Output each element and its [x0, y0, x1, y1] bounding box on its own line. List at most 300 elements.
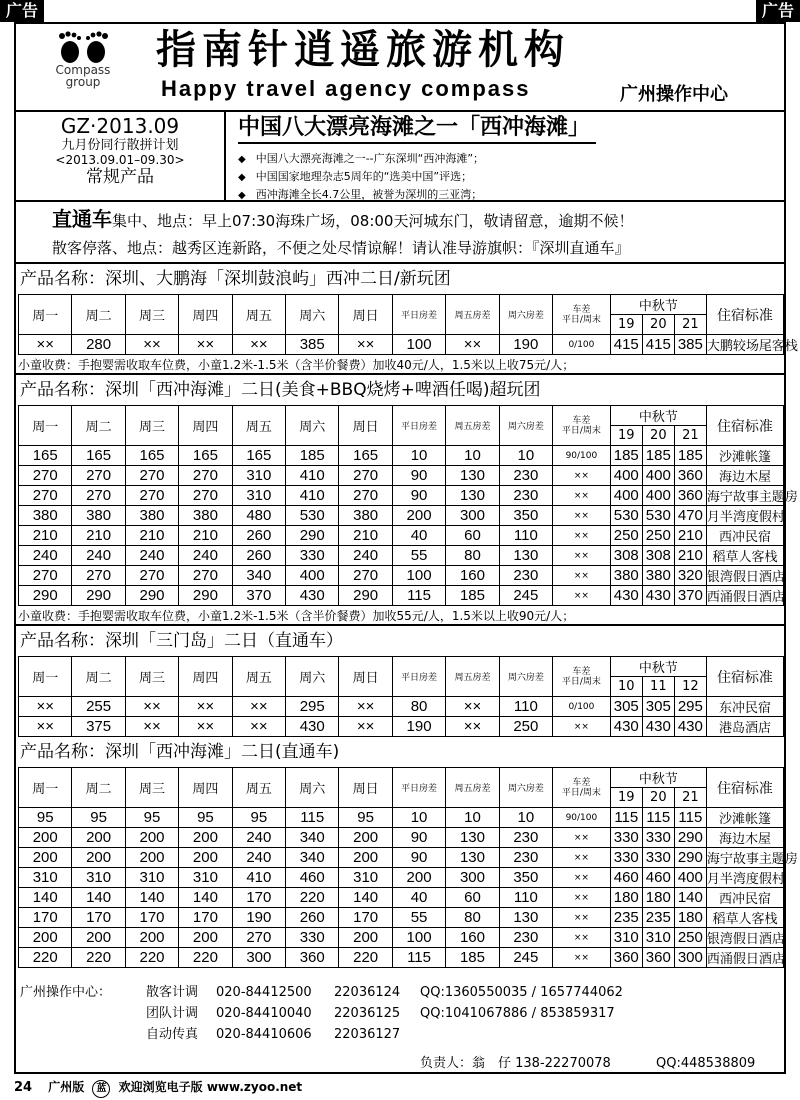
price-cell: 220	[339, 948, 392, 968]
day-header: 周五	[232, 406, 285, 446]
price-cell: ××	[553, 717, 611, 737]
table-header-row	[19, 768, 784, 788]
price-cell: ××	[179, 335, 232, 355]
hotel-cell: 稻草人客栈	[706, 546, 783, 566]
price-cell: 200	[339, 928, 392, 948]
contact-phone: 020-84410606	[216, 1027, 312, 1042]
price-cell: 370	[232, 586, 285, 606]
price-cell: 200	[339, 848, 392, 868]
price-cell: 300	[232, 948, 285, 968]
price-cell: 210	[19, 526, 72, 546]
price-cell: 400	[610, 466, 642, 486]
price-cell: 115	[392, 586, 445, 606]
table-row	[19, 908, 784, 928]
price-cell: 305	[642, 697, 674, 717]
price-cell: 240	[19, 546, 72, 566]
table-row	[19, 526, 784, 546]
price-cell: 290	[125, 586, 178, 606]
price-cell: 310	[125, 868, 178, 888]
price-cell: ××	[553, 506, 611, 526]
product-title: 产品名称：深圳「西冲海滩」二日(美食+BBQ烧烤+啤酒任喝)超玩团	[20, 380, 541, 400]
price-cell: ××	[553, 546, 611, 566]
footprints-icon	[52, 30, 114, 64]
price-cell: ××	[553, 486, 611, 506]
product-title: 产品名称：深圳「三门岛」二日（直通车）	[20, 631, 343, 651]
price-cell: 95	[125, 808, 178, 828]
price-cell: 165	[125, 446, 178, 466]
price-cell: 380	[72, 506, 125, 526]
price-cell: 310	[19, 868, 72, 888]
price-cell: 185	[642, 446, 674, 466]
price-cell: 305	[610, 697, 642, 717]
price-cell: 430	[286, 717, 339, 737]
room-diff-header: 周六房差	[499, 768, 552, 808]
festival-day-header: 10	[610, 677, 642, 697]
express-bus-label: 直通车	[52, 207, 112, 231]
price-cell: 270	[232, 928, 285, 948]
car-diff-label: 车差	[572, 777, 591, 788]
festival-day-header: 21	[674, 788, 706, 808]
price-cell: 360	[286, 948, 339, 968]
price-cell: 110	[499, 526, 552, 546]
price-cell: 190	[392, 717, 445, 737]
day-header: 周四	[179, 768, 232, 808]
price-cell: 530	[610, 506, 642, 526]
price-cell: 40	[392, 526, 445, 546]
room-diff-header: 平日房差	[392, 657, 445, 697]
price-cell: 250	[642, 526, 674, 546]
table-header-row	[19, 406, 784, 426]
highlight-item: ◆ 中国国家地理杂志5周年的“选美中国”评选；	[238, 168, 784, 186]
price-cell: 255	[72, 697, 125, 717]
price-cell: 10	[446, 446, 499, 466]
price-cell: 415	[642, 335, 674, 355]
hotel-cell: 沙滩帐篷	[706, 808, 783, 828]
price-cell: ××	[232, 717, 285, 737]
day-header: 周一	[19, 657, 72, 697]
price-cell: 210	[72, 526, 125, 546]
price-cell: 270	[72, 466, 125, 486]
hotel-cell: 大鹏较场尾客栈	[706, 335, 783, 355]
price-cell: 360	[610, 948, 642, 968]
contact-label: 散客计调	[146, 985, 199, 1000]
price-cell: 185	[610, 446, 642, 466]
price-cell: 0/100	[553, 335, 611, 355]
price-cell: 400	[674, 868, 706, 888]
price-cell: 200	[19, 928, 72, 948]
price-cell: ××	[446, 697, 499, 717]
notice-line-1	[52, 206, 776, 235]
price-cell: 230	[499, 848, 552, 868]
price-cell: 240	[72, 546, 125, 566]
price-cell: 140	[72, 888, 125, 908]
price-cell: 95	[19, 808, 72, 828]
price-cell: 240	[232, 848, 285, 868]
price-table	[18, 656, 784, 737]
contact-phone-2: 22036127	[334, 1027, 401, 1042]
price-cell: 200	[72, 928, 125, 948]
festival-day-header: 19	[610, 788, 642, 808]
price-cell: 200	[72, 848, 125, 868]
price-cell: 230	[499, 928, 552, 948]
price-cell: 165	[19, 446, 72, 466]
price-cell: 290	[179, 586, 232, 606]
day-header: 周六	[286, 657, 339, 697]
price-cell: 160	[446, 928, 499, 948]
price-cell: 170	[232, 888, 285, 908]
price-table	[18, 767, 798, 968]
price-cell: 100	[392, 566, 445, 586]
price-cell: 270	[72, 566, 125, 586]
car-diff-sub: 平日/周末	[561, 314, 601, 325]
car-diff-header	[553, 657, 611, 697]
price-cell: 290	[286, 526, 339, 546]
day-header: 周日	[339, 768, 392, 808]
price-cell: 130	[446, 848, 499, 868]
price-cell: 340	[286, 828, 339, 848]
ad-page	[14, 22, 798, 1074]
table-row	[19, 566, 784, 586]
price-cell: 80	[392, 697, 445, 717]
price-cell: 55	[392, 908, 445, 928]
price-cell: ××	[553, 928, 611, 948]
day-header: 周五	[232, 657, 285, 697]
price-cell: 140	[19, 888, 72, 908]
price-cell: 400	[610, 486, 642, 506]
car-diff-label: 车差	[572, 666, 591, 677]
price-cell: 360	[674, 486, 706, 506]
price-cell: 210	[674, 526, 706, 546]
price-cell: ××	[553, 888, 611, 908]
room-diff-header: 周五房差	[446, 657, 499, 697]
festival-day-header: 21	[674, 426, 706, 446]
room-diff-header: 周六房差	[499, 657, 552, 697]
day-header: 周四	[179, 295, 232, 335]
table-row	[19, 697, 784, 717]
child-fee-note: 小童收费：手抱婴需收取车位费，小童1.2米-1.5米（含半价餐费）加收55元/人，1.5米以上收90元/人；	[16, 606, 784, 626]
price-cell: 310	[610, 928, 642, 948]
festival-day-header: 21	[674, 315, 706, 335]
festival-day-header: 20	[642, 788, 674, 808]
price-cell: 308	[642, 546, 674, 566]
price-cell: 95	[72, 808, 125, 828]
price-cell: 380	[19, 506, 72, 526]
price-cell: 460	[610, 868, 642, 888]
brand-name-en: Happy travel agency compass	[161, 76, 531, 101]
table-row	[19, 868, 784, 888]
price-cell: 210	[179, 526, 232, 546]
price-cell: 270	[72, 486, 125, 506]
price-cell: 260	[286, 908, 339, 928]
hotel-header: 住宿标准	[706, 406, 783, 446]
price-cell: ××	[553, 828, 611, 848]
price-cell: 430	[642, 717, 674, 737]
price-cell: 270	[19, 466, 72, 486]
contact-row	[16, 982, 784, 1003]
brand-name-cn: 指南针逍遥旅游机构	[156, 26, 570, 73]
price-cell: ××	[125, 717, 178, 737]
hotel-cell: 稻草人客栈	[706, 908, 783, 928]
price-cell: 165	[232, 446, 285, 466]
price-cell: 200	[392, 506, 445, 526]
price-cell: ××	[19, 335, 72, 355]
price-cell: 190	[499, 335, 552, 355]
ad-tag-left: 广告	[0, 0, 44, 22]
table-row	[19, 486, 784, 506]
price-cell: ××	[446, 717, 499, 737]
operation-center: 广州操作中心	[620, 84, 728, 105]
festival-day-header: 19	[610, 426, 642, 446]
price-cell: 200	[19, 848, 72, 868]
price-cell: 270	[19, 566, 72, 586]
price-cell: 530	[642, 506, 674, 526]
price-cell: 130	[499, 908, 552, 928]
price-cell: ××	[446, 335, 499, 355]
price-cell: 240	[125, 546, 178, 566]
headline-box	[238, 114, 784, 204]
price-cell: ××	[19, 697, 72, 717]
price-cell: 290	[674, 828, 706, 848]
day-header: 周二	[72, 295, 125, 335]
departure-notice	[16, 202, 784, 264]
contact-block	[16, 982, 784, 1074]
edition-badge-icon: 蓝	[92, 1080, 110, 1098]
table-row	[19, 848, 784, 868]
price-cell: 400	[642, 466, 674, 486]
table-header-row	[19, 657, 784, 677]
price-cell: 340	[232, 566, 285, 586]
table-row	[19, 717, 784, 737]
price-cell: 200	[125, 828, 178, 848]
price-cell: 460	[286, 868, 339, 888]
price-cell: 200	[179, 928, 232, 948]
plan-box	[16, 112, 226, 200]
table-row	[19, 928, 784, 948]
price-cell: 350	[499, 868, 552, 888]
price-cell: 140	[125, 888, 178, 908]
price-cell: 140	[339, 888, 392, 908]
day-header: 周六	[286, 768, 339, 808]
price-cell: 80	[446, 908, 499, 928]
price-cell: ××	[553, 868, 611, 888]
price-cell: 270	[125, 466, 178, 486]
festival-day-header: 19	[610, 315, 642, 335]
manager-row	[16, 1053, 784, 1074]
contact-row	[16, 1024, 784, 1045]
price-cell: 165	[179, 446, 232, 466]
price-cell: 385	[674, 335, 706, 355]
table-row	[19, 466, 784, 486]
price-cell: 290	[339, 586, 392, 606]
price-cell: 310	[72, 868, 125, 888]
price-cell: 320	[674, 566, 706, 586]
day-header: 周六	[286, 406, 339, 446]
price-cell: 170	[179, 908, 232, 928]
table-row	[19, 888, 784, 908]
price-cell: 200	[392, 868, 445, 888]
price-table	[18, 405, 798, 606]
price-cell: 250	[674, 928, 706, 948]
price-cell: ××	[125, 335, 178, 355]
price-cell: 100	[392, 335, 445, 355]
price-cell: 10	[392, 808, 445, 828]
price-cell: 95	[232, 808, 285, 828]
header	[16, 24, 784, 112]
day-header: 周五	[232, 768, 285, 808]
price-cell: 270	[179, 466, 232, 486]
mid-autumn-header: 中秋节	[610, 657, 706, 677]
price-cell: 400	[286, 566, 339, 586]
room-diff-header: 周五房差	[446, 768, 499, 808]
price-cell: 140	[179, 888, 232, 908]
price-cell: ××	[179, 697, 232, 717]
price-cell: 240	[232, 828, 285, 848]
price-cell: 430	[286, 586, 339, 606]
price-cell: 165	[339, 446, 392, 466]
car-diff-header	[553, 406, 611, 446]
price-cell: ××	[553, 948, 611, 968]
hotel-cell: 西涌假日酒店	[706, 586, 783, 606]
car-diff-label: 车差	[572, 304, 591, 315]
price-cell: 230	[499, 828, 552, 848]
contact-center: 广州操作中心：	[20, 985, 112, 1000]
hotel-cell: 西冲民宿	[706, 888, 783, 908]
price-cell: 270	[125, 486, 178, 506]
price-cell: 40	[392, 888, 445, 908]
price-cell: 130	[446, 466, 499, 486]
price-cell: 200	[19, 828, 72, 848]
price-cell: 190	[232, 908, 285, 928]
price-cell: 460	[642, 868, 674, 888]
price-cell: 140	[674, 888, 706, 908]
price-cell: ××	[19, 717, 72, 737]
table-row	[19, 808, 784, 828]
day-header: 周五	[232, 295, 285, 335]
price-cell: ××	[553, 908, 611, 928]
contact-phone: 020-84410040	[216, 1006, 312, 1021]
logo-text: Compass group	[55, 63, 111, 89]
price-cell: 310	[179, 868, 232, 888]
room-diff-header: 平日房差	[392, 768, 445, 808]
price-cell: ××	[553, 848, 611, 868]
price-cell: 470	[674, 506, 706, 526]
price-cell: 310	[339, 868, 392, 888]
price-cell: 180	[642, 888, 674, 908]
contact-row	[16, 1003, 784, 1024]
table-row	[19, 446, 784, 466]
price-cell: 240	[179, 546, 232, 566]
price-cell: 10	[392, 446, 445, 466]
festival-day-header: 12	[674, 677, 706, 697]
price-cell: 300	[674, 948, 706, 968]
logo	[38, 30, 128, 88]
price-cell: 165	[72, 446, 125, 466]
price-cell: 300	[446, 506, 499, 526]
price-cell: 90	[392, 848, 445, 868]
product-title: 产品名称：深圳「西冲海滩」二日(直通车)	[20, 742, 340, 762]
price-cell: 270	[179, 566, 232, 586]
price-cell: 480	[232, 506, 285, 526]
price-cell: 330	[286, 928, 339, 948]
hotel-cell: 银湾假日酒店	[706, 928, 783, 948]
hotel-cell: 月半湾度假村	[706, 868, 783, 888]
highlight-item: ◆ 西冲海滩全长4.7公里，被誉为深圳的三亚湾；	[238, 186, 784, 204]
car-diff-sub: 平日/周末	[561, 425, 601, 436]
price-cell: 380	[642, 566, 674, 586]
price-cell: 410	[286, 486, 339, 506]
hotel-cell: 月半湾度假村	[706, 506, 783, 526]
price-cell: 430	[610, 717, 642, 737]
price-cell: 180	[610, 888, 642, 908]
price-cell: 260	[232, 546, 285, 566]
price-cell: 270	[339, 486, 392, 506]
price-cell: 170	[19, 908, 72, 928]
price-cell: 10	[499, 446, 552, 466]
price-cell: 220	[179, 948, 232, 968]
price-cell: 220	[286, 888, 339, 908]
price-cell: 10	[446, 808, 499, 828]
price-cell: 350	[499, 506, 552, 526]
price-cell: 280	[72, 335, 125, 355]
day-header: 周三	[125, 657, 178, 697]
day-header: 周日	[339, 406, 392, 446]
price-cell: 60	[446, 888, 499, 908]
price-cell: 10	[499, 808, 552, 828]
price-cell: 90	[392, 486, 445, 506]
price-cell: 130	[499, 546, 552, 566]
hotel-cell: 港岛酒店	[706, 717, 783, 737]
hotel-cell: 海边木屋	[706, 828, 783, 848]
footer-text: 欢迎浏览电子版 www.zyoo.net	[118, 1080, 303, 1094]
car-diff-label: 车差	[572, 415, 591, 426]
price-cell: 250	[610, 526, 642, 546]
product-title: 产品名称：深圳、大鹏海「深圳鼓浪屿」西冲二日/新玩团	[20, 269, 451, 289]
contact-phone-2: 22036125	[334, 1006, 401, 1021]
price-cell: 330	[610, 828, 642, 848]
table-row	[19, 335, 784, 355]
price-cell: ××	[125, 697, 178, 717]
price-cell: 230	[499, 566, 552, 586]
day-header: 周二	[72, 657, 125, 697]
price-cell: 90/100	[553, 446, 611, 466]
price-cell: 310	[232, 486, 285, 506]
table-header-row	[19, 295, 784, 315]
car-diff-sub: 平日/周末	[561, 787, 601, 798]
room-diff-header: 周六房差	[499, 295, 552, 335]
price-cell: 400	[642, 486, 674, 506]
price-cell: ××	[339, 717, 392, 737]
price-cell: 235	[610, 908, 642, 928]
car-diff-header	[553, 768, 611, 808]
contact-qq: QQ:1360550035 / 1657744062	[420, 985, 623, 1000]
price-cell: 110	[499, 888, 552, 908]
contact-phone-2: 22036124	[334, 985, 401, 1000]
hotel-cell: 东冲民宿	[706, 697, 783, 717]
hotel-cell: 沙滩帐篷	[706, 446, 783, 466]
price-cell: 115	[674, 808, 706, 828]
child-fee-note: 小童收费：手抱婴需收取车位费，小童1.2米-1.5米（含半价餐费）加收40元/人，1.5米以上收75元/人；	[16, 355, 784, 375]
hotel-cell: 海边木屋	[706, 466, 783, 486]
price-cell: 240	[339, 546, 392, 566]
contact-label: 自动传真	[146, 1027, 199, 1042]
notice-text: 集中、地点：早上07:30海珠广场，08:00天河城东门，敬请留意，逾期不候！	[112, 212, 634, 230]
price-cell: 270	[125, 566, 178, 586]
plan-range: <2013.09.01–09.30>	[55, 153, 185, 167]
price-cell: ××	[553, 466, 611, 486]
price-cell: 415	[610, 335, 642, 355]
day-header: 周一	[19, 295, 72, 335]
festival-day-header: 20	[642, 315, 674, 335]
